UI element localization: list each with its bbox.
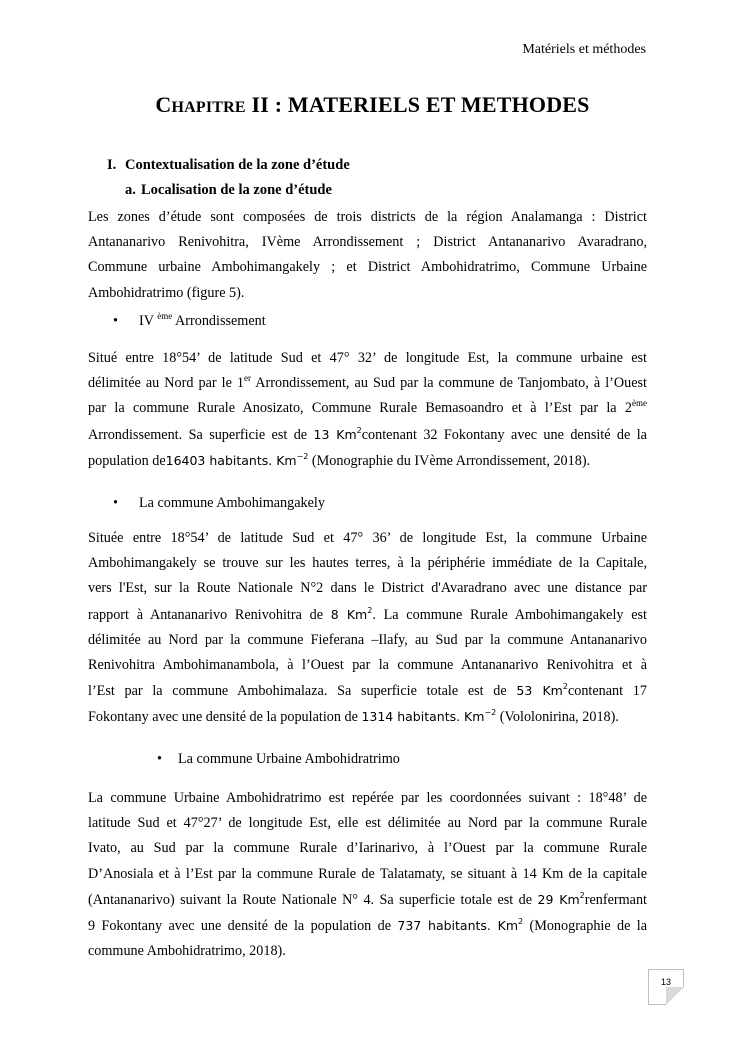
superscript: ème <box>157 311 173 321</box>
text-line: Arrondissement. Sa superficie est de 13 Km$^2$contenant 32 Fokontany avec une densité de la <box>88 425 647 443</box>
bullet-dot: • <box>157 751 162 767</box>
paragraph-ambohimangakely <box>88 526 647 731</box>
bullet-text: La commune Ambohimangakely <box>139 495 325 511</box>
text-line: délimitée au Nord par le 1er Arrondissement, au Sud par la commune de Tanjombato, à l’Ouest <box>88 373 647 392</box>
text-line: rapport à Antananarivo Renivohitra de 8 Km$^2$. La commune Rurale Ambohimangakely est <box>88 605 647 623</box>
bullet-text: Arrondissement <box>172 313 266 329</box>
section-number: I. <box>107 157 117 173</box>
text-line: population de16403 habitants. $Km^{-2}$ (Monographie du IVème Arrondissement, 2018). <box>88 451 591 469</box>
text-line: Situé entre 18°54’ de latitude Sud et 47° 32’ de longitude Est, la commune urbaine est <box>88 350 647 366</box>
math-expression: 29 Km$^2$ <box>537 890 585 907</box>
text-line: Renivohitra Ambohimanambola, à l’Ouest par la commune Antananarivo Renivohitra et à <box>88 657 647 674</box>
text-line: D’Anosiala et à l’Est par la commune Rurale de Talatamaty, se situant à 14 Km de la capitale <box>88 865 647 882</box>
text-line: 9 Fokontany avec une densité de la population de 737 habitants. Km$^2$ (Monographie de la <box>88 917 648 935</box>
bullet-text: La commune Urbaine Ambohidratrimo <box>178 751 400 767</box>
section-heading <box>107 157 350 174</box>
subsection-heading <box>125 182 332 199</box>
text-line: La commune Urbaine Ambohidratrimo est repérée par les coordonnées suivant : 18°48’ de <box>88 790 647 806</box>
math-expression: 8 Km$^2$ <box>330 605 373 622</box>
paragraph-arrondissement <box>88 346 647 474</box>
bullet-item <box>113 313 266 330</box>
text-line: l’Est par la commune Ambohimalaza. Sa superficie totale est de 53 Km$^2$contenant 17 <box>88 682 647 700</box>
page-number: 13 <box>660 977 671 987</box>
bullet-dot: • <box>113 495 118 511</box>
subsection-number: a. <box>125 182 136 198</box>
subsection-label: Localisation de la zone d’étude <box>141 182 332 198</box>
bullet-item <box>157 751 400 768</box>
title-initial: C <box>155 92 172 117</box>
math-expression: 13 Km$^2$ <box>313 425 362 442</box>
text-line: (Antananarivo) suivant la Route Nationale N° 4. Sa superficie totale est de 29 Km$^2$renfermant <box>88 890 647 908</box>
title-rest: II : MATERIELS ET METHODES <box>245 92 590 117</box>
text-line: Fokontany avec une densité de la population de 1314 habitants. $Km^{-2}$ (Vololonirina, 2018). <box>88 708 619 726</box>
text-line: Commune urbaine Ambohimangakely ; et District Ambohidratrimo, Commune Urbaine <box>88 259 647 276</box>
intro-paragraph <box>88 205 647 306</box>
chapter-title <box>0 92 745 118</box>
text-line: Antananarivo Renivohitra, IVème Arrondissement ; District Antananarivo Avaradrano, <box>88 234 647 251</box>
text-line: délimitée au Nord par la commune Fieferana –Ilafy, au Sud par la commune Antananarivo <box>88 631 647 648</box>
math-expression: 737 habitants. Km$^2$ <box>397 917 524 934</box>
text-line: vers l'Est, sur la Route Nationale N°2 dans le District d'Avaradrano avec une distance par <box>88 580 647 597</box>
paragraph-ambohidratrimo <box>88 786 647 964</box>
text-line: Ivato, au Sud par la commune Rurale d’Iarinarivo, à l’Ouest par la commune Rurale <box>88 840 647 857</box>
page-fold-icon <box>666 987 684 1005</box>
page-number-box <box>648 969 684 1005</box>
bullet-text: IV <box>139 313 158 329</box>
math-expression: 1314 habitants. $Km^{-2}$ <box>361 708 497 725</box>
text-line: commune Ambohidratrimo, 2018). <box>88 943 286 960</box>
text-line: Les zones d’étude sont composées de trois districts de la région Analamanga : District <box>88 209 647 225</box>
section-label: Contextualisation de la zone d’étude <box>125 157 350 173</box>
text-line: Située entre 18°54’ de latitude Sud et 47° 36’ de longitude Est, la commune Urbaine <box>88 530 647 546</box>
math-expression: 16403 habitants. $Km^{-2}$ <box>165 451 309 468</box>
running-header: Matériels et méthodes <box>522 42 646 57</box>
text-line: latitude Sud et 47°27’ de longitude Est, elle est délimitée au Nord par la commune Rurale <box>88 815 647 832</box>
bullet-item <box>113 495 325 512</box>
text-line: Ambohidratrimo (figure 5). <box>88 284 245 301</box>
text-line: Ambohimangakely se trouve sur les hautes terres, à la périphérie immédiate de la Capitale, <box>88 555 647 572</box>
title-smallcaps: HAPITRE <box>171 99 246 116</box>
text-line: par la commune Rurale Anosizato, Commune Rurale Bemasoandro et à l’Est par la 2ème <box>88 398 647 417</box>
bullet-dot: • <box>113 313 118 329</box>
math-expression: 53 Km$^2$ <box>516 682 568 699</box>
